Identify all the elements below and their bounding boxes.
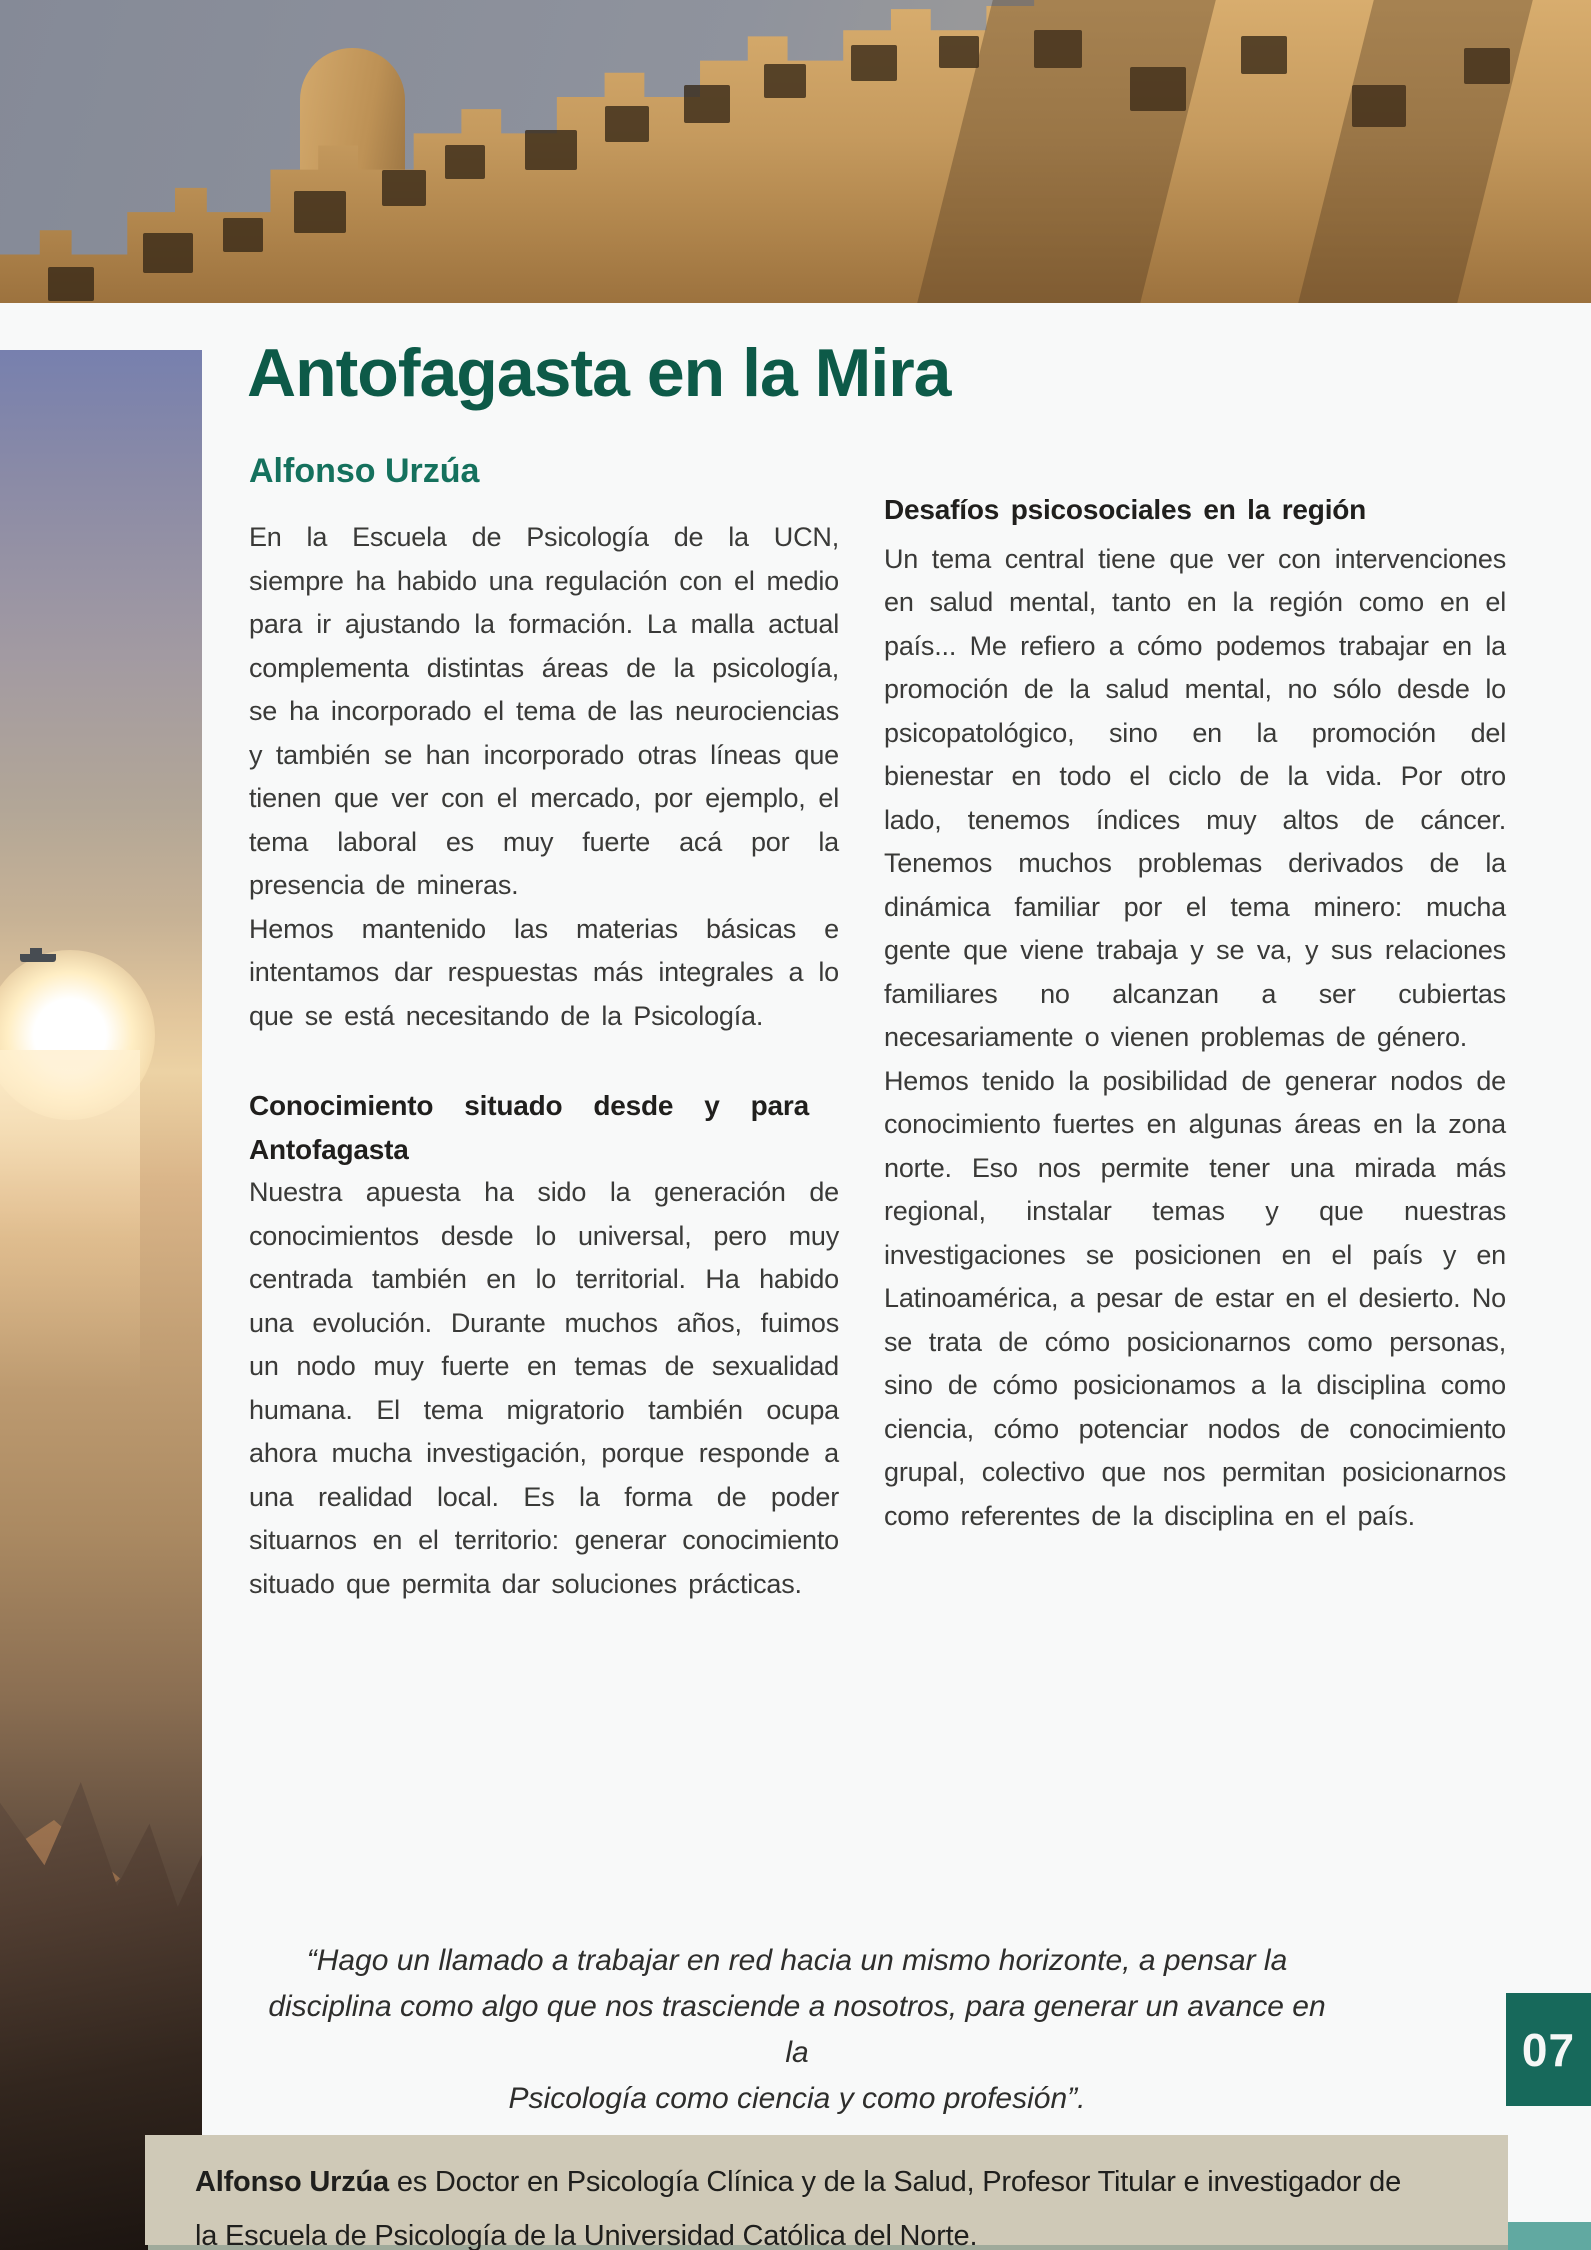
- sidebar-sunset-photo: [0, 350, 202, 2250]
- wall-window: [445, 145, 485, 179]
- bio-text: [195, 2155, 1428, 2250]
- article-author: Alfonso Urzúa: [249, 452, 480, 490]
- page-number: 07: [1521, 2023, 1576, 2076]
- wall-window: [939, 36, 979, 68]
- wall-window: [48, 267, 94, 301]
- teal-accent-block: [1508, 2222, 1591, 2250]
- article-column-left: [249, 516, 839, 1606]
- pull-quote-line: Psicología como ciencia y como profesión”.: [508, 2082, 1086, 2115]
- paragraph: Nuestra apuesta ha sido la generación de conocimientos desde lo universal, pero muy centrada también en lo territorial. Ha habido una evolución. Durante muchos años, fuimos un nodo muy fuerte en temas de sexualidad humana. El tema migratorio también ocupa ahora mucha investigación, porque responde a una realidad local. Es la forma de poder situarnos en el territorio: generar conocimiento situado que permita dar soluciones prácticas.: [249, 1177, 839, 1599]
- wall-window: [851, 45, 897, 81]
- paragraph: Hemos mantenido las materias básicas e intentamos dar respuestas más integrales a lo que se está necesitando de la Psicología.: [249, 913, 839, 1031]
- ship-silhouette: [20, 954, 56, 962]
- pull-quote-line: disciplina como algo que nos trasciende a nosotros, para generar un avance en la: [268, 1990, 1326, 2069]
- bio-rest: es Doctor en Psicología Clínica y de la Salud, Profesor Titular e investigador de la Escuela de Psicología de la Universidad Católica del Norte.: [195, 2166, 1401, 2250]
- section-subhead-conocimiento: Conocimiento situado desde y para Antofagasta: [249, 1090, 809, 1165]
- wall-window: [605, 106, 649, 142]
- paragraph: Un tema central tiene que ver con intervenciones en salud mental, tanto en la región como en el país... Me refiero a cómo podemos trabajar en la promoción de la salud mental, no sólo desde lo psicopatológico, sino en la promoción del bienestar en todo el ciclo de la vida. Por otro lado, tenemos índices muy altos de cáncer. Tenemos muchos problemas derivados de la dinámica familiar por el tema minero: mucha gente que viene trabaja y se va, y sus relaciones familiares no alcanzan a ser cubiertas necesariamente o vienen problemas de género.: [884, 543, 1506, 1052]
- bio-footer: [145, 2135, 1508, 2250]
- wall-window: [525, 130, 577, 170]
- sun-glare-on-water: [0, 1050, 140, 1390]
- paragraph: Hemos tenido la posibilidad de generar nodos de conocimiento fuertes en algunas áreas en la zona norte. Eso nos permite tener una mirada más regional, instalar temas y que nuestras investigaciones se posicionen en el país y en Latinoamérica, a pesar de estar en el desierto. No se trata de cómo posicionarnos como personas, sino de cómo posicionamos a la disciplina como ciencia, cómo potenciar nodos de conocimiento grupal, colectivo que nos permitan posicionarnos como referentes de la disciplina en el país.: [884, 1065, 1506, 1531]
- section-subhead-desafios: Desafíos psicosociales en la región: [884, 494, 1367, 525]
- wall-window: [382, 170, 426, 206]
- paragraph: En la Escuela de Psicología de la UCN, siempre ha habido una regulación con el medio para ir ajustando la formación. La malla actual complementa distintas áreas de la psicología, se ha incorporado el tema de las neurociencias y también se han incorporado otras líneas que tienen que ver con el mercado, por ejemplo, el tema laboral es muy fuerte acá por la presencia de mineras.: [249, 522, 839, 900]
- article-column-right: [884, 488, 1506, 1538]
- wall-window: [1241, 36, 1287, 74]
- wall-window: [143, 233, 193, 273]
- wall-window: [294, 191, 346, 233]
- page-number-box: [1506, 1993, 1591, 2106]
- pull-quote: [262, 1938, 1332, 2122]
- wall-window: [223, 218, 263, 252]
- pull-quote-line: “Hago un llamado a trabajar en red hacia un mismo horizonte, a pensar la: [306, 1944, 1288, 1977]
- wall-window: [764, 64, 806, 98]
- bio-name: Alfonso Urzúa: [195, 2166, 389, 2198]
- wall-window: [684, 85, 730, 123]
- article-title: Antofagasta en la Mira: [247, 335, 951, 411]
- header-fortress-photo: [0, 0, 1591, 303]
